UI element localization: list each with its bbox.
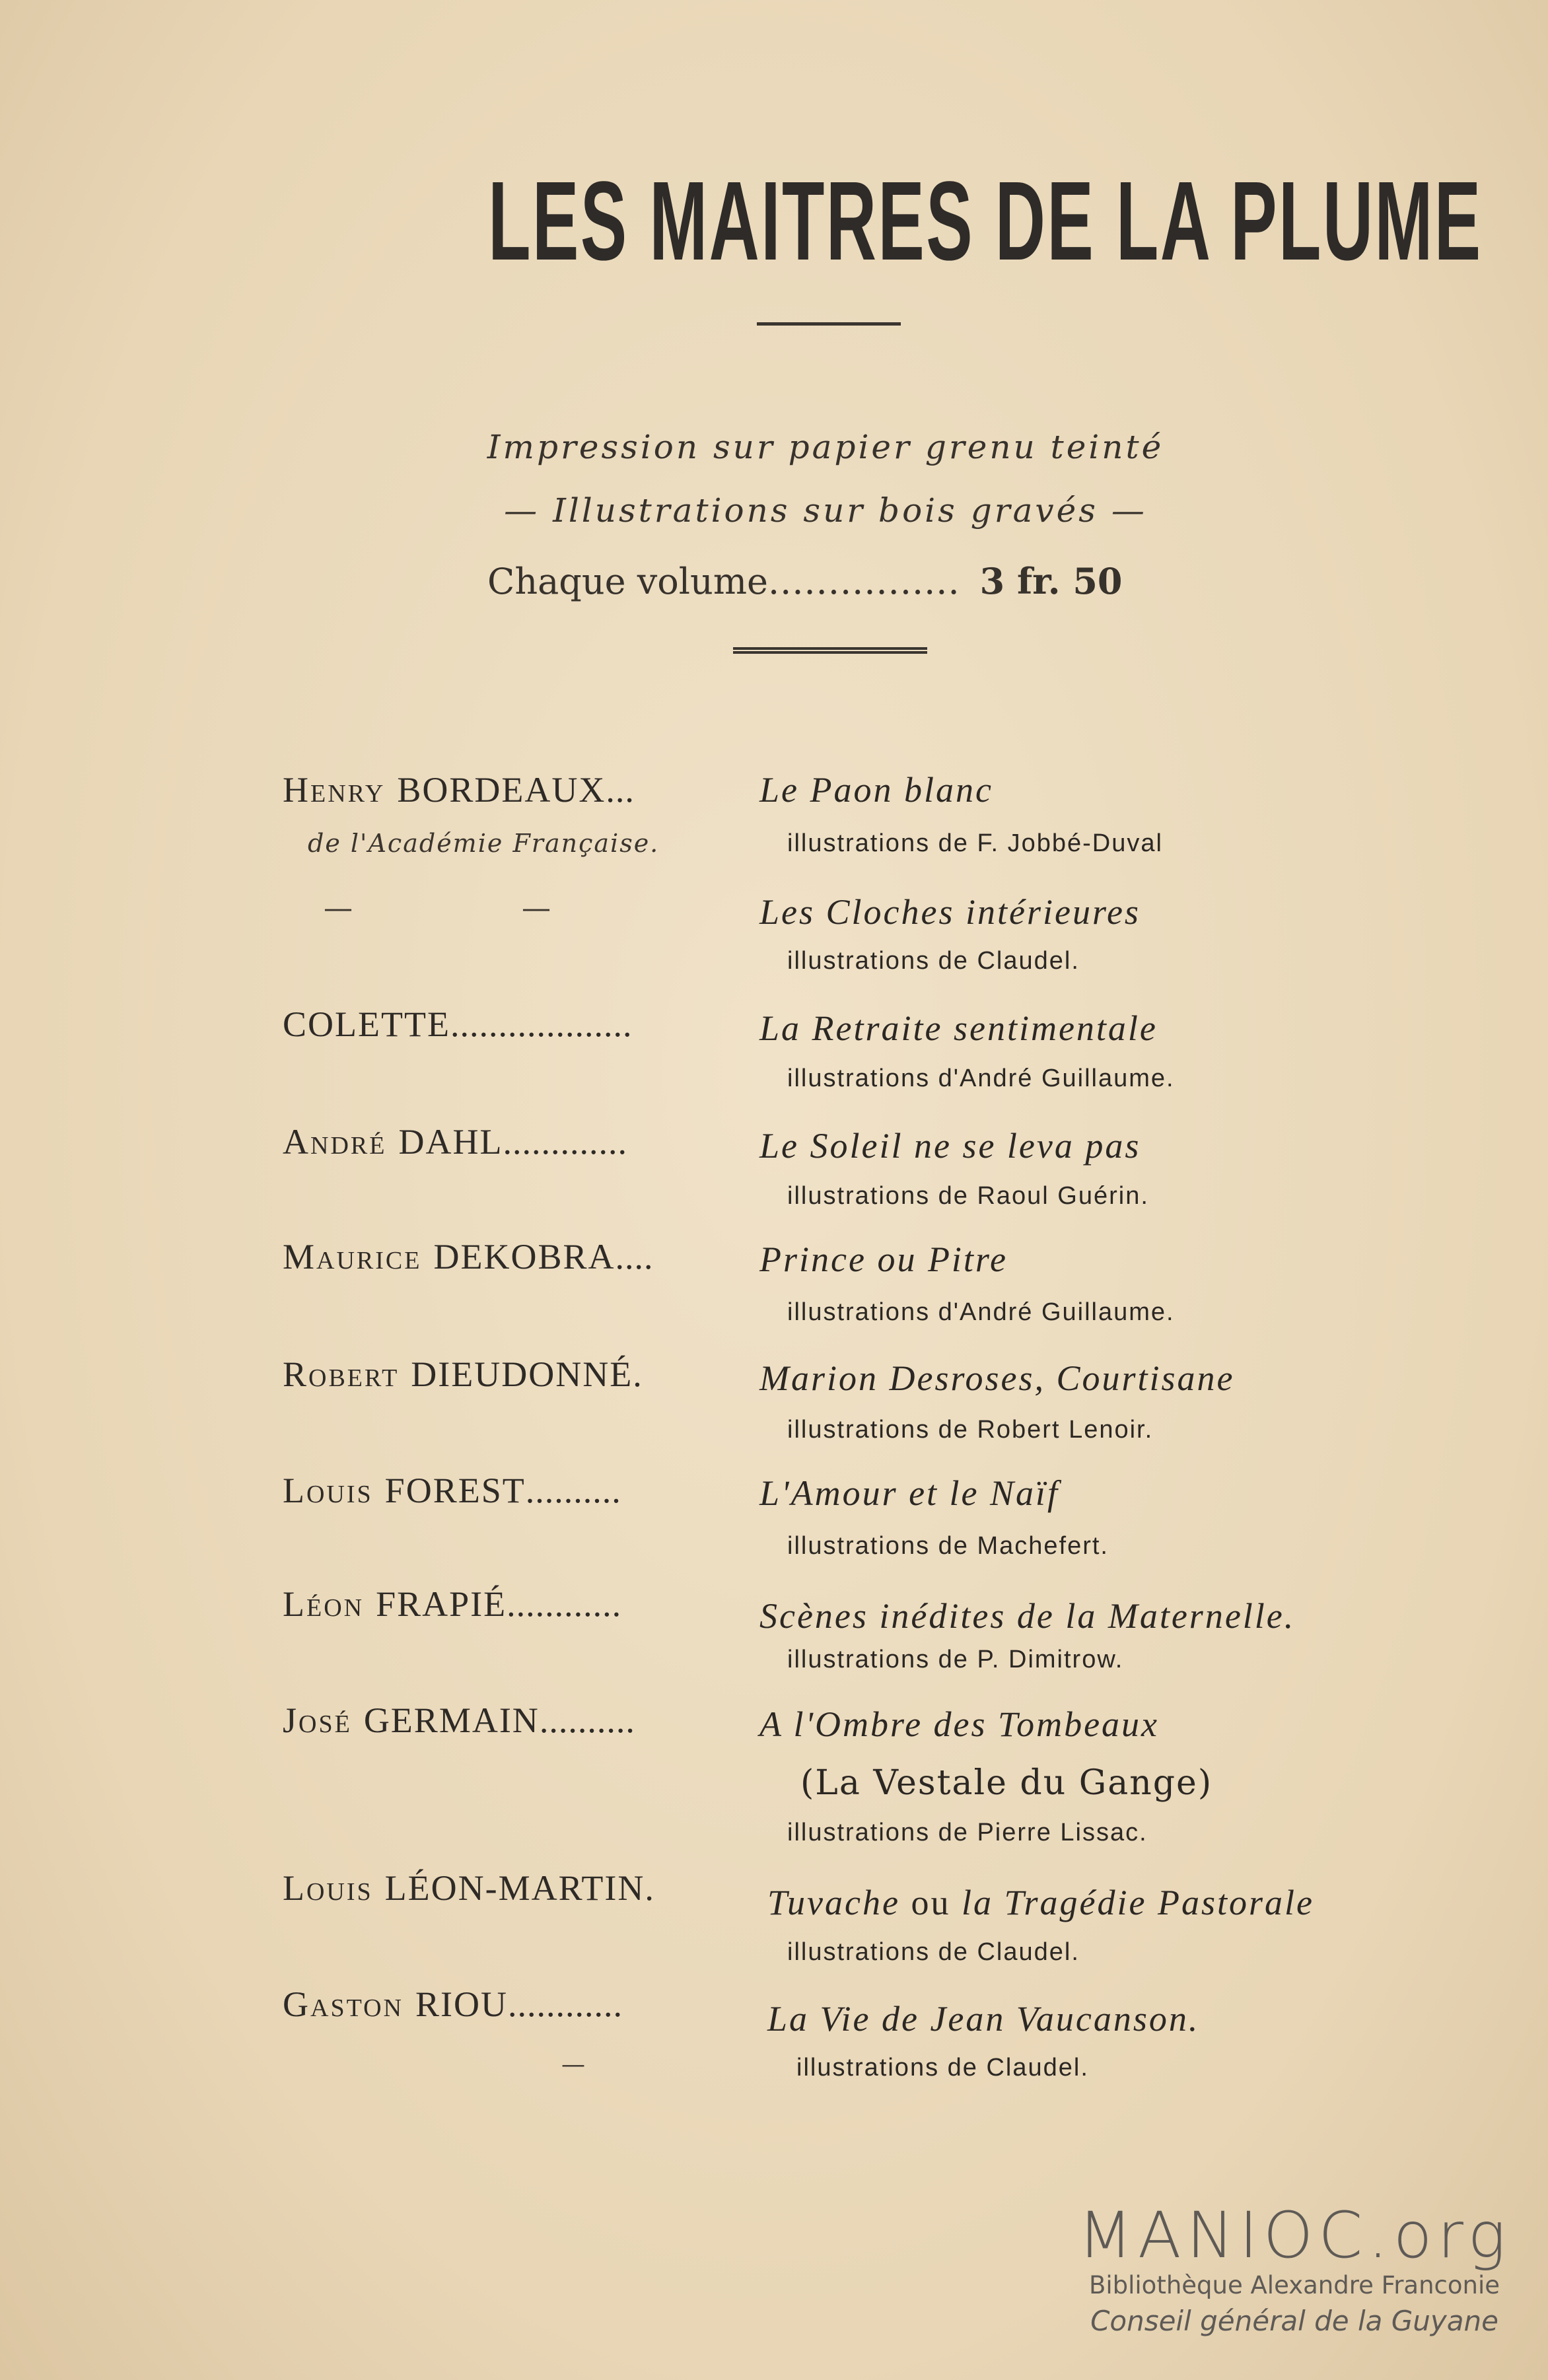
leader-dots: ... xyxy=(606,770,635,810)
author-first-name: Maurice xyxy=(283,1237,422,1277)
work-illustrator: illustrations de Machefert. xyxy=(787,1532,1109,1560)
leader-dots: .......... xyxy=(539,1700,635,1740)
author-frapie xyxy=(283,1584,621,1625)
price-dots: ................ xyxy=(768,561,960,602)
work-title-alt: la Tragédie Pastorale xyxy=(961,1883,1314,1922)
work-illustrator: illustrations de Pierre Lissac. xyxy=(787,1819,1148,1846)
author-first-name: Gaston xyxy=(283,1984,404,2024)
leader-dots: ............. xyxy=(503,1122,627,1162)
work-title-line xyxy=(767,1882,1314,1923)
author-first-name: Louis xyxy=(283,1868,373,1908)
leader-dots: ................... xyxy=(450,1004,633,1044)
author-dahl xyxy=(283,1121,627,1162)
work-title: Le Paon blanc xyxy=(759,770,993,810)
work-title: L'Amour et le Naïf xyxy=(759,1473,1060,1513)
work-title: Les Cloches intérieures xyxy=(759,892,1141,932)
work-illustrator: illustrations d'André Guillaume. xyxy=(787,1298,1175,1326)
work-title: Tuvache xyxy=(767,1883,900,1922)
work-illustrator: illustrations de Claudel. xyxy=(787,1938,1080,1966)
author-bordeaux xyxy=(283,769,635,810)
price-line xyxy=(487,560,1122,602)
author-riou xyxy=(283,1984,623,2025)
author-last-name: DAHL xyxy=(398,1122,503,1162)
work-illustrator: illustrations de F. Jobbé-Duval xyxy=(787,829,1163,857)
work-illustrator: illustrations de Claudel. xyxy=(796,2054,1089,2082)
work-title: A l'Ombre des Tombeaux xyxy=(759,1704,1160,1744)
author-leon-martin xyxy=(283,1868,654,1908)
work-title: Le Soleil ne se leva pas xyxy=(759,1126,1141,1166)
ditto-dash-left: — xyxy=(324,892,353,925)
author-last-name: BORDEAUX xyxy=(397,770,606,810)
work-illustrator: illustrations de Raoul Guérin. xyxy=(787,1182,1149,1210)
leader-dots: .......... xyxy=(525,1471,621,1510)
manioc-logo xyxy=(1070,2198,1519,2340)
leader-dots: ............ xyxy=(507,1984,623,2024)
author-affiliation: de l'Académie Française. xyxy=(308,829,660,858)
work-subtitle: (La Vestale du Gange) xyxy=(800,1763,1213,1803)
leader-dots: .... xyxy=(615,1237,654,1277)
author-first-name: Louis xyxy=(283,1471,373,1510)
author-last-name: DEKOBRA xyxy=(433,1237,616,1277)
work-title: Prince ou Pitre xyxy=(759,1240,1008,1279)
author-dekobra xyxy=(283,1236,653,1277)
author-first-name: Léon xyxy=(283,1584,365,1624)
work-title: La Vie de Jean Vaucanson. xyxy=(767,1999,1200,2039)
leader-dots: . xyxy=(645,1868,654,1908)
intro-line-1: Impression sur papier grenu teinté xyxy=(487,428,1164,466)
author-first-name: José xyxy=(283,1700,352,1740)
work-illustrator: illustrations de Claudel. xyxy=(787,947,1080,975)
title-underline xyxy=(757,322,901,326)
work-title-conjunction: ou xyxy=(911,1883,951,1922)
ditto-dash-right: — xyxy=(522,892,551,925)
author-dieudonne xyxy=(283,1354,643,1395)
author-last-name: RIOU xyxy=(415,1984,508,2024)
author-forest xyxy=(283,1470,621,1511)
author-germain xyxy=(283,1700,635,1741)
author-last-name: COLETTE xyxy=(283,1004,450,1044)
author-last-name: FRAPIÉ xyxy=(376,1584,507,1624)
author-last-name: DIEUDONNÉ xyxy=(411,1354,633,1394)
author-first-name: Henry xyxy=(283,770,386,810)
work-illustrator: illustrations d'André Guillaume. xyxy=(787,1065,1175,1092)
logo-council-name: Conseil général de la Guyane xyxy=(1090,2305,1498,2337)
author-last-name: FOREST xyxy=(384,1471,526,1510)
work-illustrator: illustrations de Robert Lenoir. xyxy=(787,1416,1154,1444)
intro-line-2: — Illustrations sur bois gravés — xyxy=(504,491,1147,530)
author-first-name: André xyxy=(283,1122,387,1162)
page-title: LES MAITRES DE LA PLUME xyxy=(488,158,1483,284)
section-divider xyxy=(733,647,927,654)
leader-dots: ............ xyxy=(507,1584,622,1624)
logo-brand-text: MANIOC.org xyxy=(1078,2198,1511,2272)
logo-library-name: Bibliothèque Alexandre Franconie xyxy=(1088,2271,1500,2299)
work-title: Scènes inédites de la Maternelle. xyxy=(759,1596,1296,1636)
author-first-name: Robert xyxy=(283,1354,400,1394)
work-title: Marion Desroses, Courtisane xyxy=(759,1358,1235,1398)
ditto-dash-bottom: — xyxy=(561,2051,585,2078)
work-illustrator: illustrations de P. Dimitrow. xyxy=(787,1646,1124,1673)
author-colette xyxy=(283,1004,632,1045)
price-label: Chaque volume xyxy=(487,561,768,602)
author-last-name: GERMAIN xyxy=(363,1700,540,1740)
leader-dots: . xyxy=(633,1354,643,1394)
price-value: 3 fr. 50 xyxy=(979,560,1123,602)
author-last-name: LÉON-MARTIN xyxy=(384,1868,645,1908)
work-title: La Retraite sentimentale xyxy=(759,1008,1158,1048)
